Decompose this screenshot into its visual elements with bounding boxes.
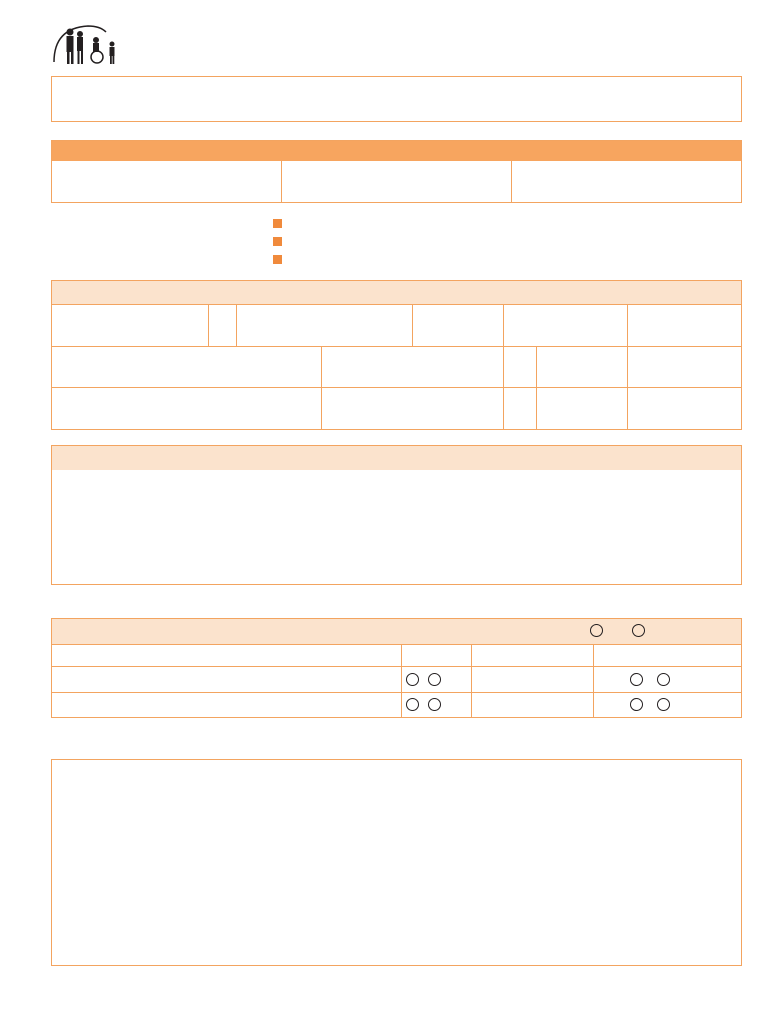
sex-f-option[interactable]: [428, 700, 444, 712]
applicant-name-field[interactable]: [52, 667, 402, 693]
sex-m-option[interactable]: [406, 700, 422, 712]
radio-icon[interactable]: [406, 673, 419, 686]
household-table: [52, 470, 741, 584]
date-of-birth-field[interactable]: [413, 305, 504, 347]
state-field[interactable]: [504, 347, 537, 388]
ssn-field[interactable]: [504, 305, 628, 347]
square-bullet-icon: [273, 219, 282, 228]
section-apply-someone: [51, 618, 742, 718]
mailing-city-field[interactable]: [322, 388, 504, 429]
section2-header: [52, 446, 741, 470]
section-name-address: [51, 280, 742, 430]
instructions: [273, 215, 288, 269]
col-name-header: [52, 645, 402, 667]
dhs-logo: [50, 22, 125, 66]
marital-status-field[interactable]: [472, 667, 594, 693]
sex-m-option[interactable]: [406, 675, 422, 687]
mailing-county-field[interactable]: [628, 388, 741, 429]
zip-field[interactable]: [537, 347, 628, 388]
title-box: [51, 76, 742, 122]
office-use-box: [51, 140, 742, 203]
apply-no-option[interactable]: [590, 619, 606, 645]
col-sex-header: [402, 645, 472, 667]
street-address-field[interactable]: [52, 347, 322, 388]
radio-icon[interactable]: [630, 698, 643, 711]
col-marital-header: [472, 645, 594, 667]
date-received-field[interactable]: [52, 161, 282, 203]
sex-f-option[interactable]: [428, 675, 444, 687]
ai-yes-option[interactable]: [630, 675, 646, 687]
col-american-indian-header: [594, 645, 741, 667]
american-indian-choice: [594, 667, 741, 693]
american-indian-choice: [594, 693, 741, 717]
first-name-field[interactable]: [52, 305, 209, 347]
applicant-name-field[interactable]: [52, 693, 402, 717]
marital-status-field[interactable]: [472, 693, 594, 717]
instruction-item: [273, 233, 288, 251]
instruction-item: [273, 215, 288, 233]
mailing-zip-field[interactable]: [537, 388, 628, 429]
case-number-field[interactable]: [282, 161, 512, 203]
radio-icon[interactable]: [657, 673, 670, 686]
phone-field[interactable]: [628, 305, 741, 347]
radio-icon[interactable]: [657, 698, 670, 711]
section3-header: [52, 619, 741, 645]
radio-icon[interactable]: [590, 624, 603, 637]
square-bullet-icon: [273, 237, 282, 246]
radio-icon[interactable]: [632, 624, 645, 637]
radio-icon[interactable]: [630, 673, 643, 686]
ai-no-option[interactable]: [657, 700, 673, 712]
radio-icon[interactable]: [406, 698, 419, 711]
radio-icon[interactable]: [428, 698, 441, 711]
county-field[interactable]: [628, 347, 741, 388]
ai-yes-option[interactable]: [630, 700, 646, 712]
city-field[interactable]: [322, 347, 504, 388]
last-name-field[interactable]: [237, 305, 413, 347]
office-use-heading: [52, 141, 741, 161]
questions-block: [51, 759, 742, 966]
instruction-item: [273, 251, 288, 269]
mailing-address-field[interactable]: [52, 388, 322, 429]
apply-yes-option[interactable]: [632, 619, 648, 645]
sex-choice: [402, 693, 472, 717]
section-others-living: [51, 445, 742, 585]
square-bullet-icon: [273, 255, 282, 264]
radio-icon[interactable]: [428, 673, 441, 686]
mailing-state-field[interactable]: [504, 388, 537, 429]
section1-header: [52, 281, 741, 305]
barcode: [530, 20, 745, 52]
sex-choice: [402, 667, 472, 693]
mi-field[interactable]: [209, 305, 237, 347]
worker-number-field[interactable]: [512, 161, 741, 203]
ai-no-option[interactable]: [657, 675, 673, 687]
